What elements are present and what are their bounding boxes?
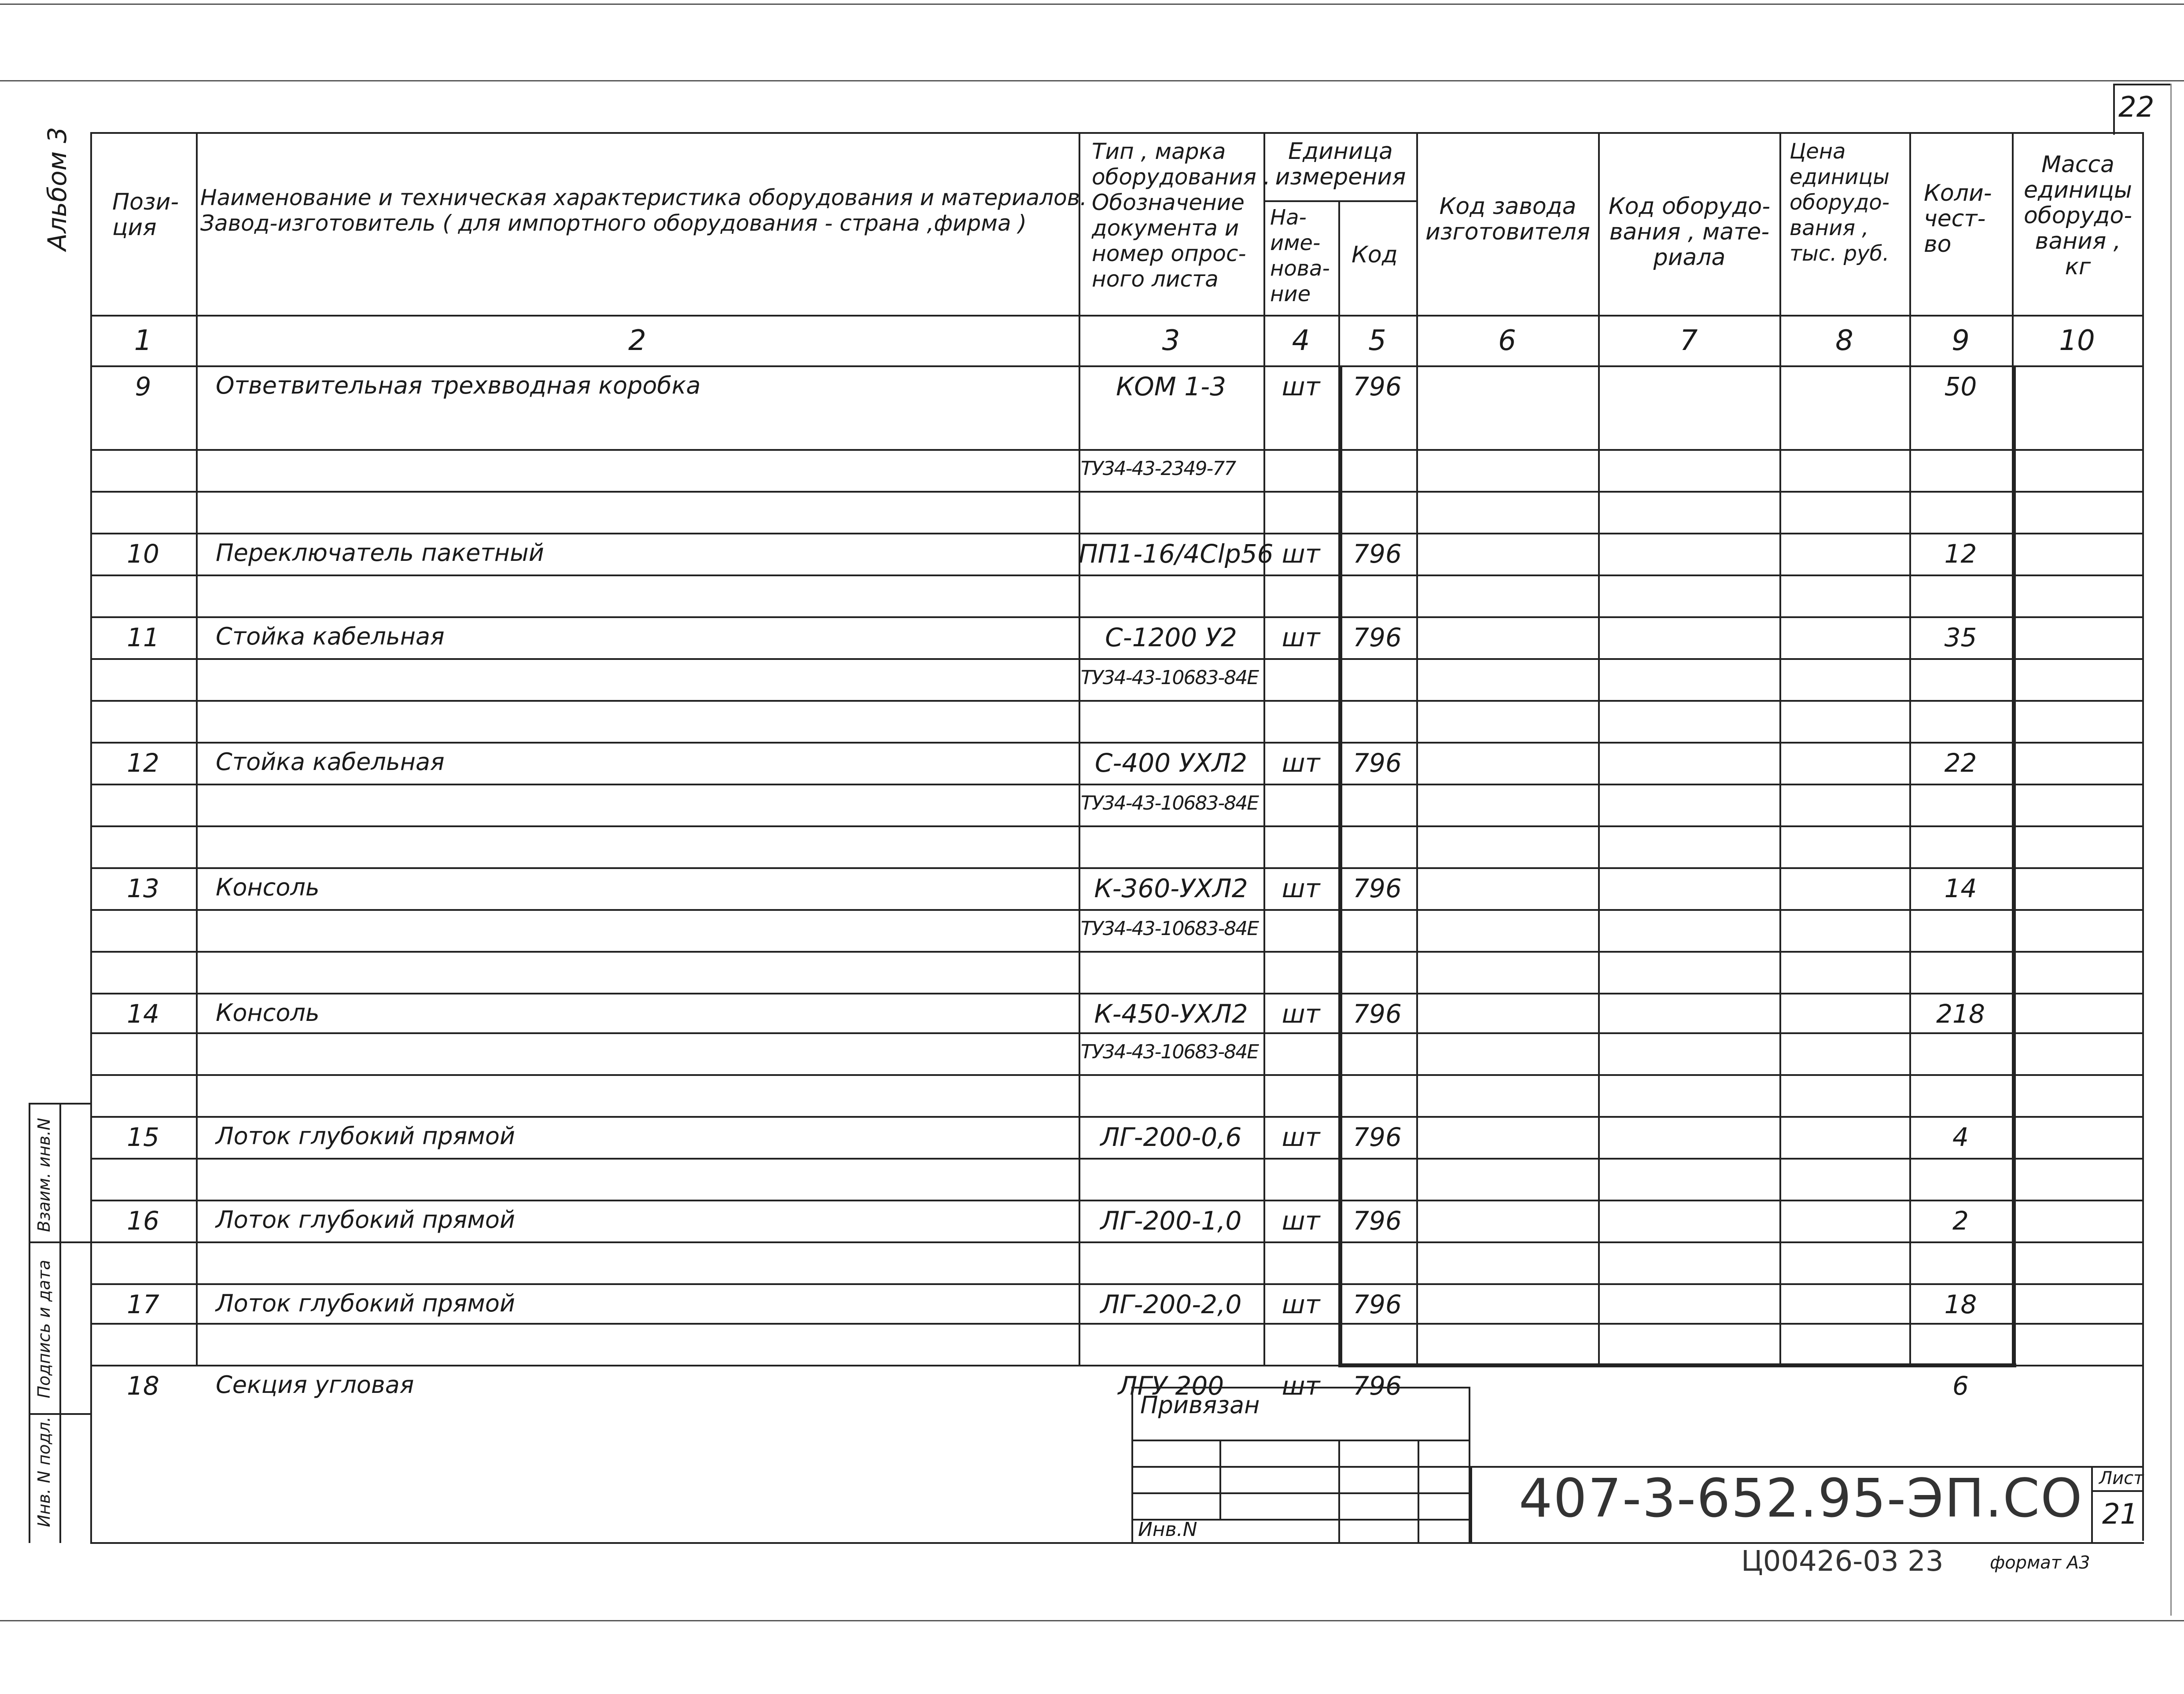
sheet-frame-top (0, 80, 2184, 81)
cell-name: Лоток глубокий прямой (216, 1289, 516, 1317)
row-line (90, 825, 2144, 827)
side-label-vzaim-inv: Взаим. инв.N (34, 1118, 54, 1232)
cell-quantity: 35 (1944, 622, 1977, 652)
header-equipment-code: Код оборудо- вания , мате- риала (1608, 193, 1771, 271)
cell-quantity: 22 (1944, 748, 1977, 778)
cell-unit-code: 796 (1353, 1371, 1402, 1401)
unit-subheader-line (1263, 200, 1418, 202)
cell-type: С-400 УХЛ2 (1094, 748, 1248, 778)
archive-stamp: Ц00426-03 23 (1741, 1545, 1944, 1578)
cell-type: ТУ34-43-2349-77 (1081, 457, 1236, 480)
cell-unit-code: 796 (1353, 622, 1402, 652)
privyazan-line (1131, 1492, 1470, 1494)
privyazan-col (1219, 1440, 1221, 1519)
header-factory-code: Код завода изготовителя (1425, 193, 1590, 245)
cell-quantity: 4 (1952, 1122, 1969, 1152)
designation: 407-3-652.95-ЭП.СО (1519, 1468, 2083, 1529)
cell-quantity: 18 (1944, 1289, 1977, 1319)
privyazan-col (1418, 1440, 1419, 1543)
header-mass: Масса единицы оборудо- вания , кг (2023, 151, 2132, 280)
cell-unit-name: шт (1282, 1289, 1320, 1319)
cell-type: К-360-УХЛ2 (1094, 873, 1248, 903)
col-sep-9-body (2012, 365, 2016, 1365)
header-unit-name: На- име- нова- ние (1270, 205, 1330, 306)
column-number: 2 (628, 324, 646, 357)
row-line (90, 533, 2144, 534)
cell-quantity: 14 (1944, 873, 1977, 903)
row-line (90, 1283, 2144, 1285)
row-line (90, 1200, 2144, 1201)
cell-position: 11 (127, 622, 159, 652)
cell-position: 18 (127, 1371, 159, 1401)
cell-type: ЛГ-200-0,6 (1100, 1122, 1242, 1152)
cell-unit-code: 796 (1353, 539, 1402, 569)
cell-position: 15 (127, 1122, 159, 1152)
album-label: Альбом 3 (42, 127, 72, 251)
cell-name: Стойка кабельная (216, 748, 445, 776)
row-line (90, 1158, 2144, 1160)
sheet-top-edge (0, 4, 2184, 5)
cell-unit-name: шт (1282, 1122, 1320, 1152)
cell-unit-code: 796 (1353, 873, 1402, 903)
header-unit-code: Код (1352, 242, 1398, 268)
header-price: Цена единицы оборудо- вания , тыс. руб. (1790, 139, 1890, 266)
page-number-box-top (2113, 84, 2170, 85)
cell-unit-name: шт (1282, 999, 1320, 1029)
header-type: Тип , марка оборудования . Обозначение документа и номер опрос- ного листа (1092, 139, 1271, 292)
cell-unit-name: шт (1282, 1206, 1320, 1236)
cell-type: ТУ34-43-10683-84Е (1081, 792, 1259, 814)
column-number-row-line (90, 365, 2144, 367)
cell-type: ТУ34-43-10683-84Е (1081, 917, 1259, 940)
col-sep-6 (1598, 132, 1600, 1365)
page-number-box-left (2113, 84, 2115, 135)
cell-name: Лоток глубокий прямой (216, 1122, 516, 1150)
row-line (90, 867, 2144, 869)
row-line (90, 449, 2144, 451)
cell-unit-code: 796 (1353, 999, 1402, 1029)
cell-unit-name: шт (1282, 372, 1320, 401)
cell-position: 9 (135, 372, 151, 401)
cell-type: ЛГ-200-2,0 (1100, 1289, 1242, 1319)
cell-type: ЛГУ 200 (1118, 1371, 1224, 1401)
cell-name: Ответвительная трехвводная коробка (216, 372, 701, 399)
cell-name: Лоток глубокий прямой (216, 1206, 516, 1234)
cell-name: Переключатель пакетный (216, 539, 544, 567)
col-sep-2 (1079, 132, 1080, 1365)
column-number: 6 (1498, 324, 1516, 357)
column-number: 3 (1162, 324, 1180, 357)
column-number: 4 (1292, 324, 1310, 357)
header-name: Наименование и техническая характеристика оборудования и материалов. Завод-изготовитель ( для импортного оборудования - страна ,фирма ) (200, 185, 1087, 236)
cell-name: Стойка кабельная (216, 622, 445, 650)
title-block-top (1470, 1466, 2144, 1468)
row-line (90, 951, 2144, 953)
sheet-num-box-line (2091, 1490, 2144, 1492)
cell-type: К-450-УХЛ2 (1094, 999, 1248, 1029)
cell-unit-name: шт (1282, 748, 1320, 778)
column-number: 7 (1679, 324, 1698, 357)
cell-unit-name: шт (1282, 1371, 1320, 1401)
privyazan-box-top (1131, 1387, 1470, 1388)
col-sep-5 (1416, 132, 1418, 1365)
cell-unit-code: 796 (1353, 748, 1402, 778)
cell-unit-code: 796 (1353, 372, 1402, 401)
cell-position: 13 (127, 873, 159, 903)
inv-no-label: Инв.N (1138, 1518, 1197, 1541)
cell-quantity: 218 (1936, 999, 1985, 1029)
privyazan-label: Привязан (1140, 1391, 1260, 1419)
cell-type: ТУ34-43-10683-84Е (1081, 667, 1259, 689)
side-label-signature-date: Подпись и дата (34, 1259, 54, 1399)
cell-position: 16 (127, 1206, 159, 1236)
cell-type: КОМ 1-3 (1116, 372, 1226, 401)
column-number: 5 (1368, 324, 1386, 357)
column-number: 8 (1835, 324, 1853, 357)
cell-unit-name: шт (1282, 622, 1320, 652)
row-line (90, 784, 2144, 785)
sheet-frame-bottom (0, 1620, 2184, 1621)
cell-unit-code: 796 (1353, 1206, 1402, 1236)
cell-name: Консоль (216, 999, 320, 1027)
cell-position: 17 (127, 1289, 159, 1319)
row-line (90, 491, 2144, 493)
privyazan-line (1131, 1440, 1470, 1441)
header-unit: Единица измерения (1275, 138, 1406, 190)
cell-type: С-1200 У2 (1105, 622, 1237, 652)
row-line (90, 1032, 2144, 1034)
row-line (90, 1323, 2144, 1325)
side-stamp-mid (59, 1103, 61, 1543)
page-number: 22 (2118, 91, 2155, 124)
col-sep-1 (196, 132, 198, 1365)
frame-bottom-border (90, 1542, 2144, 1544)
cell-type: ТУ34-43-10683-84Е (1081, 1041, 1259, 1063)
column-number: 9 (1952, 324, 1970, 357)
cell-position: 12 (127, 748, 159, 778)
row-line (90, 1116, 2144, 1118)
row-line (90, 658, 2144, 660)
cell-type: ПП1-16/4Сlр56 (1079, 539, 1274, 569)
cell-unit-name: шт (1282, 539, 1320, 569)
row-line (90, 1241, 2144, 1243)
cell-position: 10 (127, 539, 159, 569)
title-block-left (1470, 1466, 1472, 1543)
row-line (90, 993, 2144, 994)
cell-unit-name: шт (1282, 873, 1320, 903)
cell-unit-code: 796 (1353, 1122, 1402, 1152)
sheet-label: Лист (2099, 1468, 2144, 1488)
header-position: Пози- ция (112, 189, 179, 241)
row-line (90, 700, 2144, 702)
col-sep-7 (1779, 132, 1781, 1365)
col-sep-8 (1909, 132, 1911, 1365)
side-stamp-left (29, 1103, 30, 1543)
cell-quantity: 12 (1944, 539, 1977, 569)
header-bottom-line (90, 315, 2144, 317)
table-top-border (90, 132, 2144, 134)
table-right-border (2142, 132, 2144, 1541)
privyazan-col (1338, 1440, 1340, 1543)
row-line (90, 1074, 2144, 1076)
row-line (90, 742, 2144, 744)
cell-quantity: 2 (1952, 1206, 1969, 1236)
cell-quantity: 6 (1952, 1371, 1969, 1401)
sheet-frame-right (2170, 84, 2172, 1616)
column-number: 1 (134, 324, 152, 357)
header-quantity: Коли- чест- во (1924, 180, 1992, 258)
sheet-number: 21 (2102, 1498, 2138, 1531)
cell-position: 14 (127, 999, 159, 1029)
table-body-bottom (90, 1365, 2144, 1366)
cell-type: ЛГ-200-1,0 (1100, 1206, 1242, 1236)
column-number: 10 (2059, 324, 2095, 357)
cell-name: Секция угловая (216, 1371, 414, 1399)
cell-name: Консоль (216, 873, 320, 901)
sheet-num-box-left (2091, 1466, 2093, 1543)
row-line (90, 574, 2144, 576)
side-label-inv-podl: Инв. N подл. (34, 1416, 54, 1527)
privyazan-line (1131, 1466, 1470, 1468)
format-label: формат А3 (1990, 1553, 2090, 1573)
row-line (90, 909, 2144, 911)
cell-quantity: 50 (1944, 372, 1977, 401)
row-line (90, 616, 2144, 618)
col-sep-3 (1263, 132, 1265, 1365)
cell-unit-code: 796 (1353, 1289, 1402, 1319)
